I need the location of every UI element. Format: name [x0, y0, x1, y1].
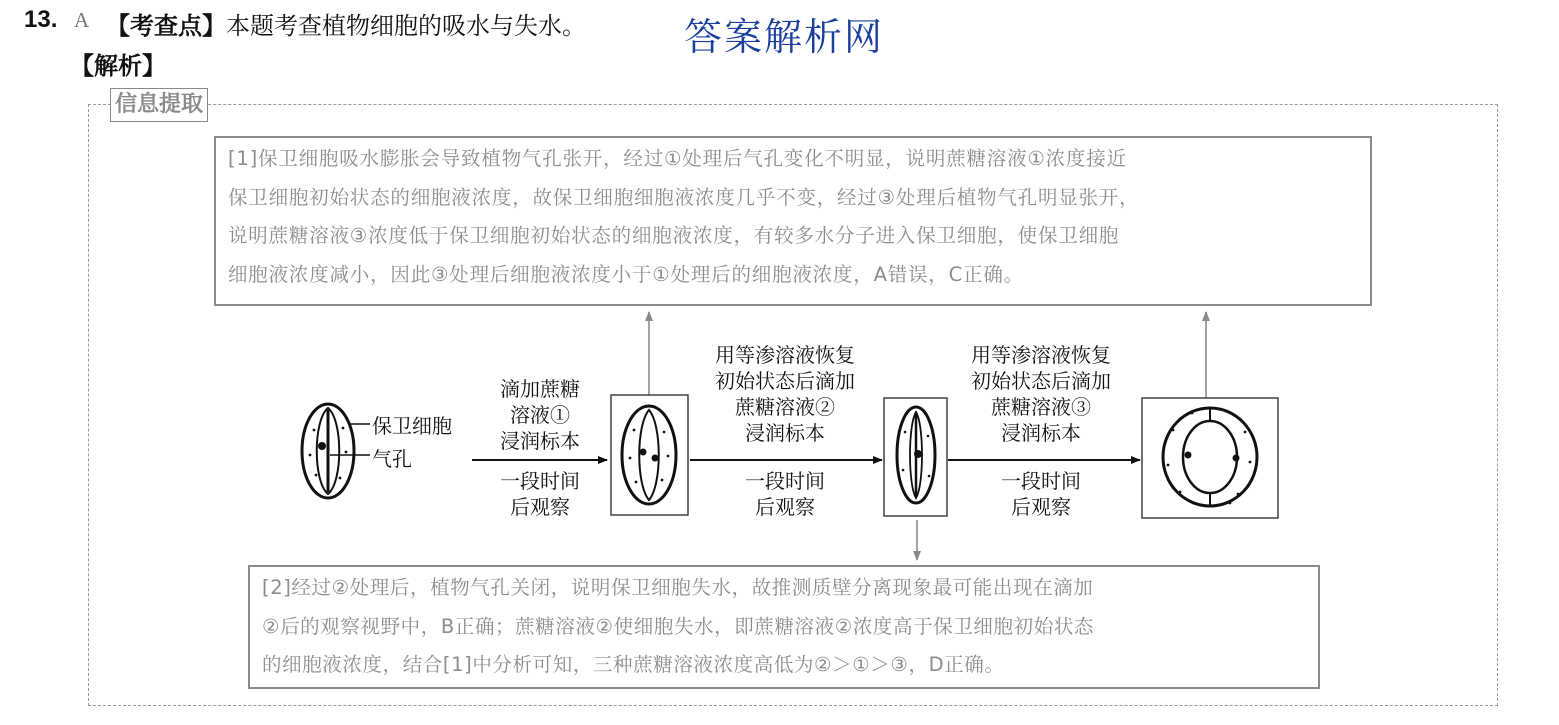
step3-condition: 用等渗溶液恢复 初始状态后滴加 蔗糖溶液③ 浸润标本 [971, 343, 1111, 445]
step1-condition: 滴加蔗糖 溶液① 浸润标本 [500, 377, 580, 453]
watermark-text: 答案解析网 [684, 15, 885, 59]
question-number: 13. [24, 6, 58, 33]
step3-observe: 一段时间 后观察 [1001, 469, 1081, 519]
step1-observe: 一段时间 后观察 [500, 469, 580, 519]
cell-after-solution-1 [622, 406, 676, 504]
cell-after-solution-3 [1163, 408, 1257, 506]
analysis-note-2: [2]经过②处理后，植物气孔关闭，说明保卫细胞失水，故推测质壁分离现象最可能出现在滴加 ②后的观察视野中，B正确；蔗糖溶液②使细胞失水，即蔗糖溶液②浓度高于保卫细胞初始状态 的细胞液浓度，结合[1]中分析可知，三种蔗糖溶液浓度高低为②＞①＞③，D正确。 [248, 565, 1320, 689]
exam-point-tag: 【考查点】 [106, 12, 226, 40]
label-stoma: 气孔 [372, 447, 412, 471]
info-extraction-tag: 信息提取 [110, 88, 208, 122]
analysis-heading: 【解析】 [70, 52, 166, 80]
answer-letter: A [74, 8, 90, 32]
analysis-note-1: [1]保卫细胞吸水膨胀会导致植物气孔张开，经过①处理后气孔变化不明显，说明蔗糖溶液①浓度接近 保卫细胞初始状态的细胞液浓度，故保卫细胞细胞液浓度几乎不变，经过③处理后植物气孔明显张开， 说明蔗糖溶液③浓度低于保卫细胞初始状态的细胞液浓度，有较多水分子进入保卫细胞，使保卫细胞 细胞液浓度减小，因此③处理后细胞液浓度小于①处理后的细胞液浓度，A错误，C正确。 [214, 136, 1372, 306]
cell-initial [302, 404, 370, 498]
exam-point-text: 本题考查植物细胞的吸水与失水。 [226, 12, 586, 40]
cell-after-solution-2 [897, 407, 935, 503]
step2-condition: 用等渗溶液恢复 初始状态后滴加 蔗糖溶液② 浸润标本 [715, 343, 855, 445]
step2-observe: 一段时间 后观察 [745, 469, 825, 519]
label-guard-cell: 保卫细胞 [372, 414, 452, 438]
